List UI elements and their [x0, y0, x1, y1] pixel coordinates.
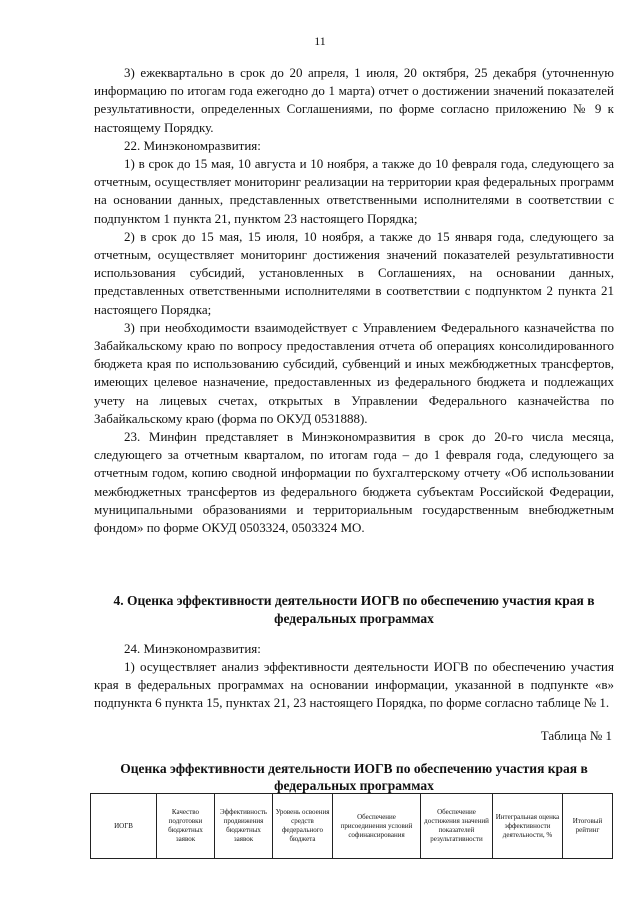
paragraph-24-heading: 24. Минэкономразвития: [124, 641, 261, 656]
col-cofinancing: Обеспечение присоединения условий софинансирования [333, 794, 421, 859]
paragraph-22-heading: 22. Минэкономразвития: [124, 137, 261, 153]
page-number: 11 [314, 34, 326, 48]
paragraph-22-3: 3) при необходимости взаимодействует с Управлением Федерального казначейства по Забайкальскому краю по вопросу предоставления отчета об операциях консолидированного бюджета края по использованию субсидий, субвенций и иных межбюджетных трансфертов, имеющих целевое назначение, предоставленных из федерального бюджета и подлежащих учету на лицевых счетах, открытых в Управлении Федерального казначейства по Забайкальскому краю (форма по ОКУД 0531888). [94, 319, 614, 426]
paragraph-22-2: 2) в срок до 15 мая, 15 июля, 10 ноября, а также до 15 января года, следующего за отчетным, осуществляет мониторинг достижения значений показателей результативности использования субсидий, установленных в Соглашениях, на основании данных, представленных ответственными исполнителями в соответствии с подпунктом 2 пункта 21 настоящего Порядка; [94, 228, 614, 317]
col-integral: Интегральная оценка эффективности деятельности, % [493, 794, 563, 859]
col-promotion: Эффективность продвижения бюджетных заявок [215, 794, 273, 859]
col-rating: Итоговый рейтинг [563, 794, 613, 859]
col-utilization: Уровень освоения средств федерального бюджета [273, 794, 333, 859]
col-indicators: Обеспечение достижения значений показателей результативности [421, 794, 493, 859]
text-block-1 [94, 64, 614, 537]
table-header-row [91, 794, 613, 859]
table-title: Оценка эффективности деятельности ИОГВ по обеспечению участия края в федеральных программах [120, 761, 588, 793]
text-block-2 [94, 640, 614, 712]
paragraph-21-3: 3) ежеквартально в срок до 20 апреля, 1 июля, 20 октября, 25 декабря (уточненную информацию по итогам года ежегодно до 1 марта) отчет о достижении значений показателей результативности, определенных Соглашениями, по форме согласно приложению № 9 к настоящему Порядку. [94, 65, 614, 135]
paragraph-24-1: 1) осуществляет анализ эффективности деятельности ИОГВ по обеспечению участия края в федеральных программах на основании информации, указанной в подпункте «в» подпункта 6 пункта 15, пунктах 21, 23 настоящего Порядка, по форме согласно таблице № 1. [94, 659, 614, 710]
paragraph-22-1: 1) в срок до 15 мая, 10 августа и 10 ноября, а также до 10 февраля года, следующего за отчетным, осуществляет мониторинг реализации на территории края федеральных программ на основании данных, представленных ответственными исполнителями в соответствии с подпунктом 1 пункта 21, пунктом 23 настоящего Порядка; [94, 156, 614, 226]
table-label: Таблица № 1 [540, 728, 612, 743]
col-quality: Качество подготовки бюджетных заявок [157, 794, 215, 859]
col-iogv: ИОГВ [91, 794, 157, 859]
paragraph-23: 23. Минфин представляет в Минэкономразвития в срок до 20-го числа месяца, следующего за отчетным кварталом, по итогам года – до 1 февраля года, следующего за отчетным годом, копию сводной информации по бухгалтерскому отчету «Об использовании межбюджетных трансфертов из федерального бюджета субъектам Российской Федерации, муниципальными образованиями и территориальным государственным внебюджетным фондом» по форме ОКУД 0503324, 0503324 МО. [94, 429, 614, 536]
efficiency-table [90, 793, 613, 859]
section-title: 4. Оценка эффективности деятельности ИОГВ по обеспечению участия края в федеральных программах [113, 593, 595, 626]
